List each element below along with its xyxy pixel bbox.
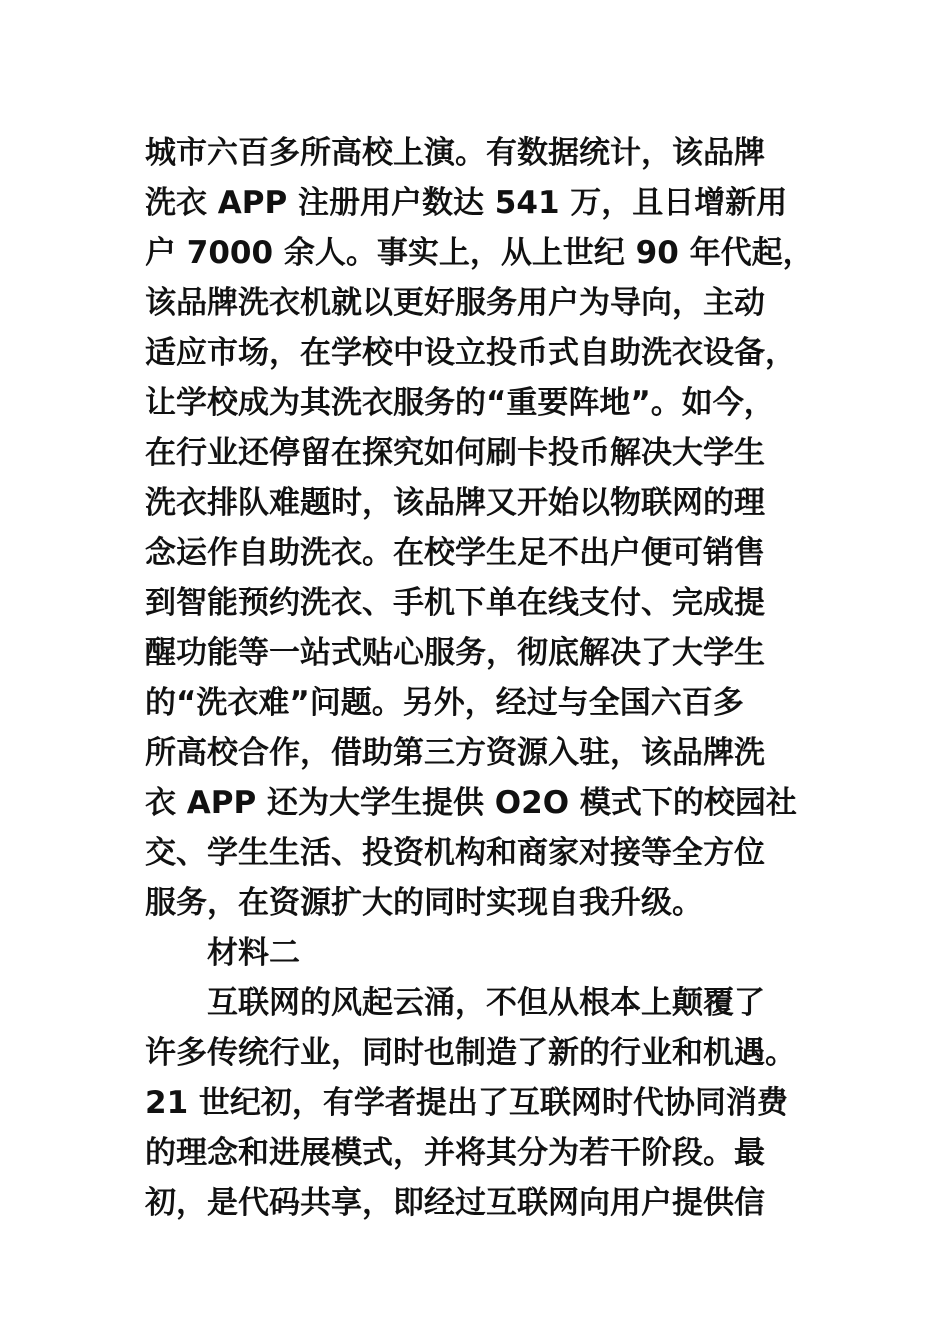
text-line: 在行业还停留在探究如何刷卡投币解决大学生 <box>145 435 765 471</box>
text-line: 互联网的风起云涌，不但从根本上颠覆了 <box>207 985 765 1021</box>
section-heading: 材料二 <box>207 935 300 971</box>
text-line: 的理念和进展模式，并将其分为若干阶段。最 <box>145 1135 765 1171</box>
text-line: 户 7000 余人。事实上，从上世纪 90 年代起， <box>145 235 814 271</box>
text-line: 到智能预约洗衣、手机下单在线支付、完成提 <box>145 585 765 621</box>
text-line: 许多传统行业，同时也制造了新的行业和机遇。 <box>145 1035 796 1071</box>
text-line: 念运作自助洗衣。在校学生足不出户便可销售 <box>145 535 765 571</box>
text-line: 交、学生生活、投资机构和商家对接等全方位 <box>145 835 765 871</box>
text-line: 服务，在资源扩大的同时实现自我升级。 <box>145 885 703 921</box>
text-line: 城市六百多所高校上演。有数据统计，该品牌 <box>145 135 765 171</box>
text-line: 该品牌洗衣机就以更好服务用户为导向，主动 <box>145 285 765 321</box>
text-line: 所高校合作，借助第三方资源入驻，该品牌洗 <box>145 735 765 771</box>
text-line: 21 世纪初，有学者提出了互联网时代协同消费 <box>145 1085 788 1121</box>
text-line: 洗衣 APP 注册用户数达 541 万，且日增新用 <box>145 185 788 221</box>
text-line: 的“洗衣难”问题。另外，经过与全国六百多 <box>145 685 744 721</box>
text-line: 醒功能等一站式贴心服务，彻底解决了大学生 <box>145 635 765 671</box>
text-line: 适应市场，在学校中设立投币式自助洗衣设备， <box>145 335 796 371</box>
text-line: 初，是代码共享，即经过互联网向用户提供信 <box>145 1185 765 1221</box>
text-line: 衣 APP 还为大学生提供 O2O 模式下的校园社 <box>145 785 797 821</box>
text-line: 让学校成为其洗衣服务的“重要阵地”。如今， <box>145 385 775 421</box>
text-line: 洗衣排队难题时，该品牌又开始以物联网的理 <box>145 485 765 521</box>
document-body <box>145 128 825 1228</box>
